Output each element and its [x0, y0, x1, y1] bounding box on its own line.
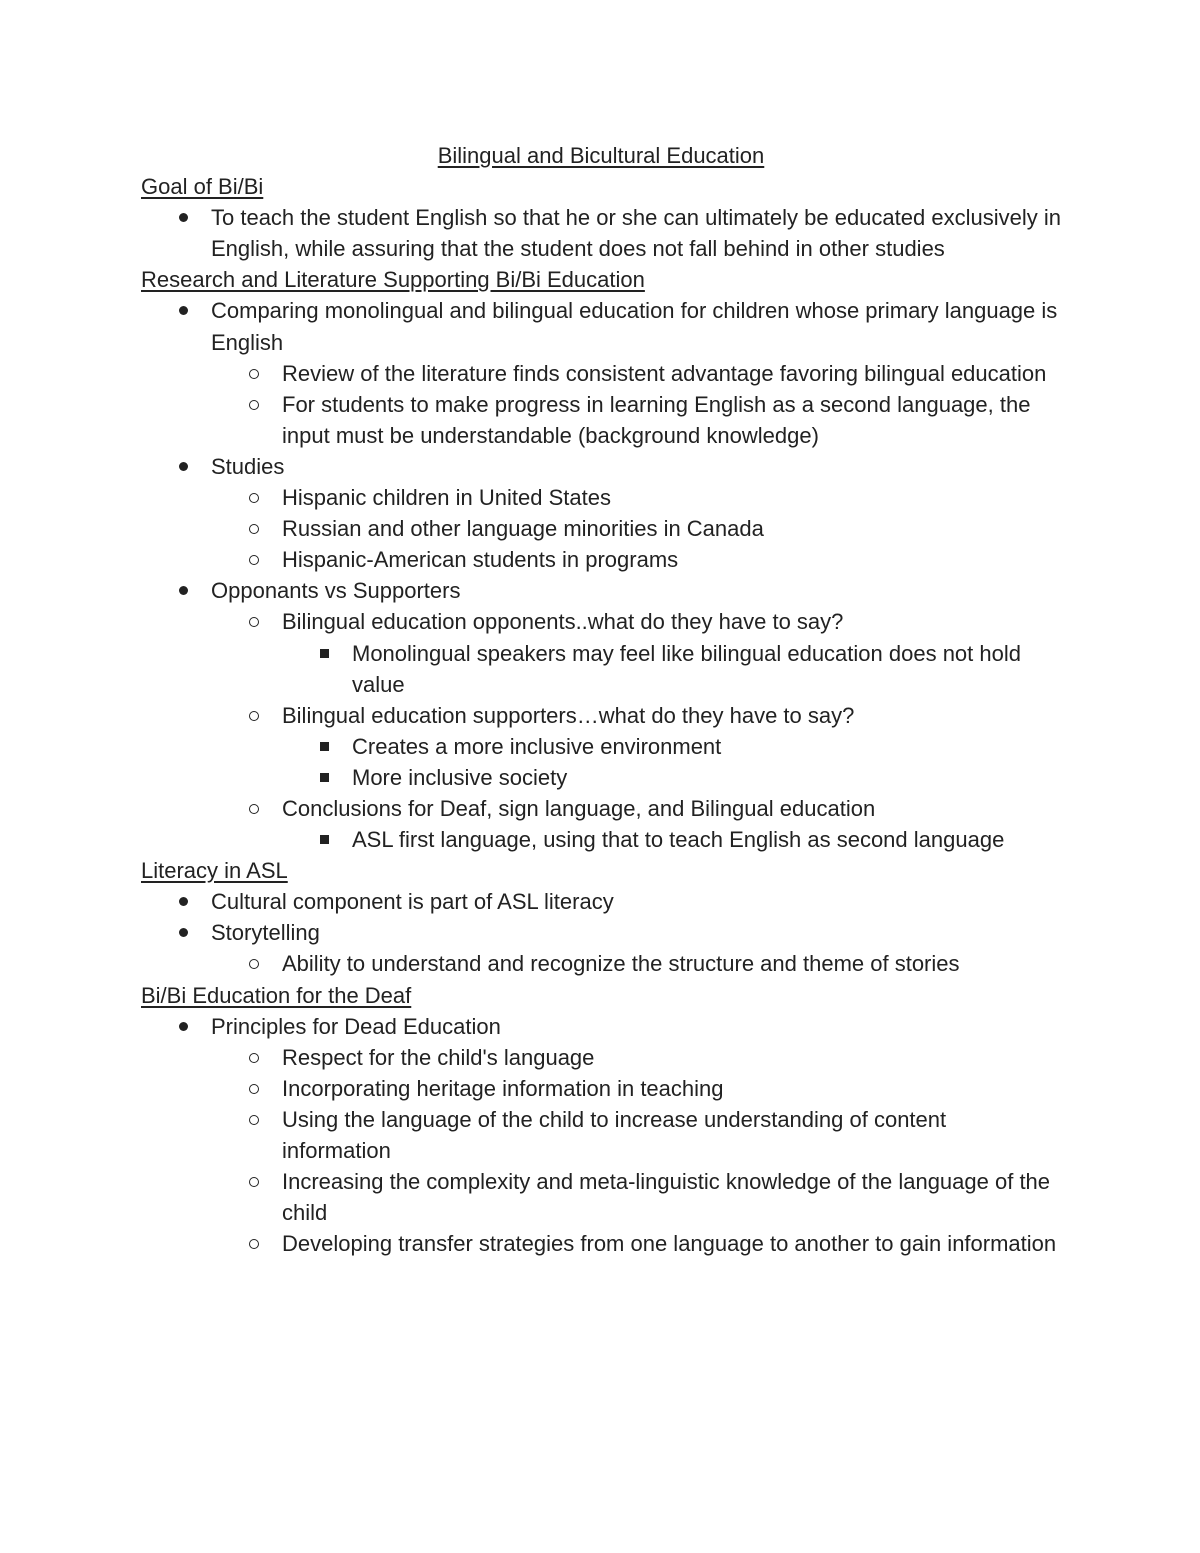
- list-item-text: More inclusive society: [352, 764, 568, 790]
- bullet-square-icon: [316, 762, 336, 793]
- bullet-circle-icon: [246, 482, 266, 513]
- list-item: [141, 824, 1061, 855]
- bullet-circle-icon: [246, 606, 266, 637]
- bullet-dot-icon: [175, 917, 195, 948]
- list-item-text: Russian and other language minorities in Canada: [282, 516, 764, 542]
- bullet-circle-icon: [246, 544, 266, 575]
- list-item-text: Principles for Dead Education: [211, 1013, 501, 1039]
- list-item: [141, 544, 1061, 575]
- list-item-text: Hispanic-American students in programs: [282, 547, 679, 573]
- document-title: Bilingual and Bicultural Education: [437, 143, 765, 168]
- list-item: [141, 575, 1061, 606]
- list-item: [141, 482, 1061, 513]
- list-item-text: Incorporating heritage information in teaching: [282, 1075, 724, 1101]
- list-item: [141, 513, 1061, 544]
- bullet-square-icon: [316, 638, 336, 669]
- list-item: [141, 451, 1061, 482]
- list-item-text: Hispanic children in United States: [282, 485, 611, 511]
- section-heading-goal: Goal of Bi/Bi: [141, 174, 264, 200]
- goal-list: [141, 202, 1061, 264]
- list-item: [141, 1228, 1061, 1259]
- bullet-dot-icon: [175, 575, 195, 606]
- list-item-text: Using the language of the child to increase understanding of content information: [282, 1106, 947, 1163]
- document-body: [141, 140, 1061, 1259]
- list-item-text: Comparing monolingual and bilingual education for children whose primary language is English: [211, 298, 1058, 355]
- list-item: [141, 762, 1061, 793]
- bullet-dot-icon: [175, 202, 195, 233]
- list-item-text: Opponants vs Supporters: [211, 578, 461, 604]
- list-item-text: Review of the literature finds consistent advantage favoring bilingual education: [282, 360, 1047, 386]
- list-item-text: Storytelling: [211, 920, 320, 946]
- list-item: [141, 1011, 1061, 1042]
- list-item: [141, 389, 1061, 451]
- list-item-text: Bilingual education opponents..what do they have to say?: [282, 609, 844, 635]
- list-item-text: Studies: [211, 453, 285, 479]
- bullet-dot-icon: [175, 1011, 195, 1042]
- bullet-dot-icon: [175, 295, 195, 326]
- bullet-circle-icon: [246, 513, 266, 544]
- literacy-list: [141, 886, 1061, 979]
- bullet-circle-icon: [246, 1228, 266, 1259]
- list-item: [141, 731, 1061, 762]
- list-item-text: Developing transfer strategies from one language to another to gain information: [282, 1231, 1057, 1257]
- list-item-text: To teach the student English so that he or she can ultimately be educated exclusively in English, while assuring that the student does not fall behind in other studies: [211, 205, 1061, 262]
- bullet-square-icon: [316, 824, 336, 855]
- list-item: [141, 638, 1061, 700]
- list-item-text: Creates a more inclusive environment: [352, 733, 722, 759]
- bullet-circle-icon: [246, 389, 266, 420]
- bullet-circle-icon: [246, 700, 266, 731]
- list-item-text: For students to make progress in learning English as a second language, the input must be understandable (background knowledge): [282, 391, 1031, 448]
- research-list: [141, 295, 1061, 855]
- bullet-circle-icon: [246, 793, 266, 824]
- list-item: [141, 1073, 1061, 1104]
- deaf-list: [141, 1011, 1061, 1260]
- list-item: [141, 886, 1061, 917]
- list-item-text: Monolingual speakers may feel like bilingual education does not hold value: [352, 640, 1021, 697]
- list-item: [141, 1166, 1061, 1228]
- list-item-text: Conclusions for Deaf, sign language, and Bilingual education: [282, 795, 876, 821]
- bullet-circle-icon: [246, 358, 266, 389]
- bullet-circle-icon: [246, 1166, 266, 1197]
- bullet-square-icon: [316, 731, 336, 762]
- list-item: [141, 793, 1061, 824]
- list-item: [141, 948, 1061, 979]
- bullet-circle-icon: [246, 1104, 266, 1135]
- bullet-circle-icon: [246, 1042, 266, 1073]
- section-heading-deaf: Bi/Bi Education for the Deaf: [141, 982, 412, 1008]
- section-heading-literacy: Literacy in ASL: [141, 858, 288, 884]
- bullet-circle-icon: [246, 1073, 266, 1104]
- list-item: [141, 1104, 1061, 1166]
- list-item: [141, 358, 1061, 389]
- list-item-text: Respect for the child's language: [282, 1044, 595, 1070]
- list-item-text: Bilingual education supporters…what do they have to say?: [282, 702, 855, 728]
- list-item: [141, 917, 1061, 948]
- bullet-circle-icon: [246, 948, 266, 979]
- list-item-text: Increasing the complexity and meta-linguistic knowledge of the language of the child: [282, 1169, 1051, 1226]
- list-item: [141, 1042, 1061, 1073]
- list-item: [141, 606, 1061, 637]
- list-item-text: Cultural component is part of ASL literacy: [211, 889, 614, 915]
- list-item-text: ASL first language, using that to teach English as second language: [352, 827, 1005, 853]
- bullet-dot-icon: [175, 886, 195, 917]
- section-heading-research: Research and Literature Supporting Bi/Bi Education: [141, 267, 645, 293]
- list-item: [141, 202, 1061, 264]
- list-item-text: Ability to understand and recognize the structure and theme of stories: [282, 951, 960, 977]
- list-item: [141, 295, 1061, 357]
- bullet-dot-icon: [175, 451, 195, 482]
- list-item: [141, 700, 1061, 731]
